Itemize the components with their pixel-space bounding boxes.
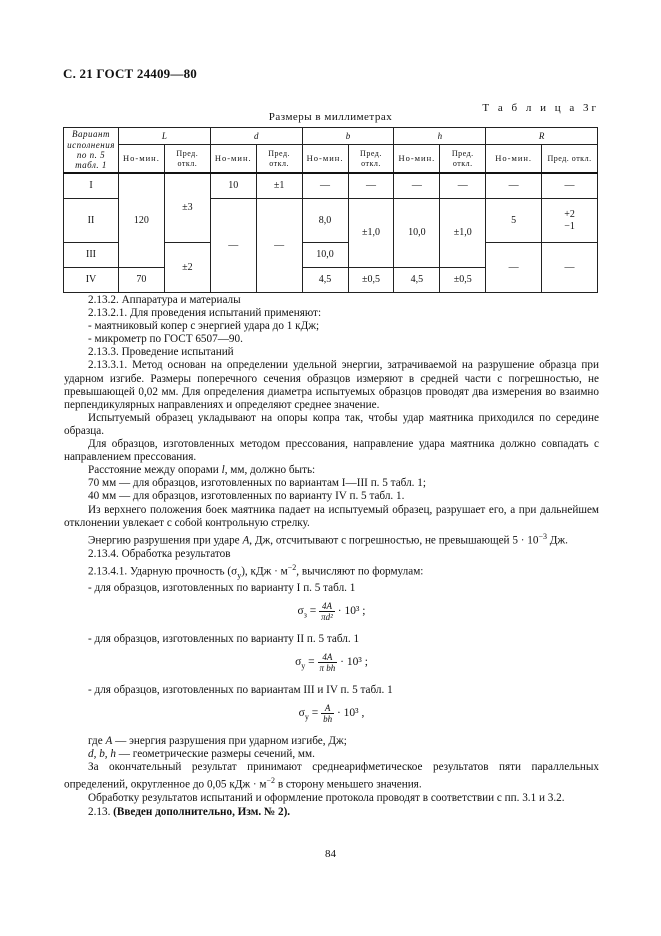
dimensions-table xyxy=(63,127,598,293)
table-cell: — xyxy=(302,173,348,199)
amendment-text: (Введен дополнительно, Изм. № 2). xyxy=(113,806,291,819)
table-cell xyxy=(542,199,598,243)
formula-lhs: σ xyxy=(297,604,304,617)
formula-subscript: у xyxy=(304,712,309,722)
paragraph: Для образцов, изготовленных методом прессования, направление удара маятника должно совпадать с направлением прессования. xyxy=(64,438,599,464)
table-cell: ±2 xyxy=(164,243,210,293)
sub-header-deviation: Пред. откл. xyxy=(440,145,486,174)
text-run: Расстояние между опорами xyxy=(88,464,222,477)
table-cell: — xyxy=(440,173,486,199)
where-line xyxy=(64,748,599,761)
denominator: bh xyxy=(323,713,333,724)
text-run: в сторону меньшего значения. xyxy=(275,778,422,791)
table-cell: 10,0 xyxy=(302,243,348,268)
sub-header-nominal: Но-мин. xyxy=(210,145,256,174)
list-item: - для образцов, изготовленных по вариантам III и IV п. 5 табл. 1 xyxy=(88,683,393,696)
table-cell: 120 xyxy=(118,173,164,268)
list-item: - для образцов, изготовленных по варианту I п. 5 табл. 1 xyxy=(88,581,356,594)
group-header-R: R xyxy=(486,128,598,145)
text-run: , вычисляют по формулам: xyxy=(296,565,424,578)
list-item: 40 мм — для образцов, изготовленных по варианту IV п. 5 табл. 1. xyxy=(88,490,405,503)
list-item: - микрометр по ГОСТ 6507—90. xyxy=(88,333,243,346)
formula-tail: · 10³ ; xyxy=(340,656,368,668)
formula-1 xyxy=(64,601,599,629)
section-heading: 2.13.3. Проведение испытаний xyxy=(88,346,234,359)
r-dev-minus: −1 xyxy=(564,220,575,232)
variant-cell: I xyxy=(64,173,119,199)
section-heading: 2.13.2. Аппаратура и материалы xyxy=(88,294,241,306)
table-cell: ±0,5 xyxy=(348,268,394,293)
variable: d, b, h xyxy=(88,748,116,761)
text-run: ), кДж · м xyxy=(241,565,288,578)
list-item: - для образцов, изготовленных по варианту II п. 5 табл. 1 xyxy=(88,632,360,645)
exponent: −2 xyxy=(266,776,276,786)
fraction xyxy=(318,652,338,673)
table-cell: ±3 xyxy=(164,173,210,243)
table-cell: — xyxy=(394,173,440,199)
paragraph: Испытуемый образец укладывают на опоры копра так, чтобы удар маятника приходился по середине образца. xyxy=(64,411,599,437)
formula-tail: · 10³ , xyxy=(336,707,365,720)
table-cell: — xyxy=(542,243,598,293)
equals-sign: = xyxy=(311,707,319,720)
text-run: — энергия разрушения при ударном изгибе, Дж; xyxy=(112,734,347,747)
group-header-d: d xyxy=(210,128,302,145)
table-cell: — xyxy=(542,173,598,199)
paragraph xyxy=(64,761,599,792)
table-cell: — xyxy=(256,199,302,293)
variable: A xyxy=(105,734,113,747)
text-run: Дж. xyxy=(546,534,568,547)
denominator: π bh xyxy=(319,662,336,673)
paragraph xyxy=(64,561,599,582)
formula-lhs: σ xyxy=(298,707,305,720)
table-cell: ±1 xyxy=(256,173,302,199)
text-run: , мм, должно быть: xyxy=(224,464,316,477)
sub-header-nominal: Но-мин. xyxy=(302,145,348,174)
table-cell: — xyxy=(348,173,394,199)
paragraph xyxy=(64,464,599,477)
paragraph: Из верхнего положения боек маятника падает на испытуемый образец, разрушает его, а при дальнейшем отклонении увлекает с собой контрольную стрелку. xyxy=(64,503,599,529)
table-cell: 4,5 xyxy=(302,268,348,293)
text-run: За окончательный результат принимают среднеарифметическое результатов пяти параллельных определений, округленное до 0,05 кДж · м xyxy=(64,761,599,791)
exponent: −2 xyxy=(287,562,297,572)
sub-header-deviation: Пред. откл. xyxy=(164,145,210,174)
page-number: 84 xyxy=(325,848,336,860)
table-cell: ±1,0 xyxy=(348,199,394,268)
variant-cell: III xyxy=(64,243,119,268)
paragraph xyxy=(64,530,599,548)
r-dev-plus: +2 xyxy=(564,209,575,220)
text-run: 2.13.4.1. Ударную прочность (σ xyxy=(88,565,238,578)
sub-header-deviation: Пред. откл. xyxy=(542,145,598,174)
text-run: , Дж, отсчитывают с погрешностью, не превышающей 5 · 10 xyxy=(249,534,539,547)
list-item: - маятниковый копер с энергией удара до 1 кДж; xyxy=(88,320,320,333)
table-row xyxy=(64,173,598,199)
formula-subscript: з xyxy=(303,610,307,620)
variable: А xyxy=(242,534,250,547)
document-body xyxy=(64,294,599,819)
fraction xyxy=(321,703,334,724)
sub-header-nominal: Но-мин. xyxy=(118,145,164,174)
table-cell: ±0,5 xyxy=(440,268,486,293)
table-cell: 10,0 xyxy=(394,199,440,268)
sub-header-nominal: Но-мин. xyxy=(486,145,542,174)
variant-cell: II xyxy=(64,199,119,243)
formula-lhs: σ xyxy=(295,656,302,668)
sub-header-deviation: Пред. откл. xyxy=(256,145,302,174)
page-header: С. 21 ГОСТ 24409—80 xyxy=(63,66,197,81)
list-item: 70 мм — для образцов, изготовленных по вариантам I—III п. 5 табл. 1; xyxy=(88,477,426,490)
text-run: 2.13. xyxy=(88,806,114,819)
group-header-L: L xyxy=(118,128,210,145)
numerator: A xyxy=(321,703,334,714)
table-caption: Т а б л и ц а 3г xyxy=(482,102,599,114)
formula-2 xyxy=(64,652,599,680)
numerator: 4A xyxy=(319,601,335,612)
table-cell: 4,5 xyxy=(394,268,440,293)
exponent: −3 xyxy=(538,531,547,541)
group-header-b: b xyxy=(302,128,394,145)
group-header-h: h xyxy=(394,128,486,145)
equals-sign: = xyxy=(309,604,317,617)
amendment-note xyxy=(64,806,599,819)
table-cell: 70 xyxy=(118,268,164,293)
equals-sign: = xyxy=(308,656,315,668)
table-cell: 10 xyxy=(210,173,256,199)
sub-header-deviation: Пред. откл. xyxy=(348,145,394,174)
section-heading: 2.13.4. Обработка результатов xyxy=(88,547,231,560)
text-run: — геометрические размеры сечений, мм. xyxy=(115,748,315,761)
variant-cell: IV xyxy=(64,268,119,293)
fraction xyxy=(319,601,335,622)
paragraph: 2.13.3.1. Метод основан на определении удельной энергии, затрачиваемой на разрушение образца при ударном изгибе. Размеры поперечного сечения образцов измеряют в средней части с погрешностью, не превышающей 0,02 мм. Для определения диаметра испытуемых образцов проводят два измерения во взаимно перпендикулярных направлениях и определяют среднее значение. xyxy=(64,359,599,411)
where-line xyxy=(64,735,599,748)
table-subtitle: Размеры в миллиметрах xyxy=(268,111,393,123)
formula-subscript: у xyxy=(301,661,306,671)
table-cell: 5 xyxy=(486,199,542,243)
formula-tail: · 10³ ; xyxy=(337,604,366,617)
table-cell: ±1,0 xyxy=(440,199,486,268)
variant-header: Вариант исполнения по п. 5 табл. 1 xyxy=(64,128,119,174)
table-cell: — xyxy=(486,243,542,293)
text-run: Энергию разрушения при ударе xyxy=(88,534,243,547)
denominator: πd² xyxy=(321,611,333,622)
variable: l xyxy=(221,464,225,477)
table-cell: — xyxy=(486,173,542,199)
table-cell: — xyxy=(210,199,256,293)
numerator: 4A xyxy=(318,652,338,663)
table-cell: 8,0 xyxy=(302,199,348,243)
paragraph: 2.13.2.1. Для проведения испытаний применяют: xyxy=(88,307,322,320)
formula-3 xyxy=(64,703,599,731)
paragraph: Обработку результатов испытаний и оформление протокола проводят в соответствии с пп. 3.1 и 3.2. xyxy=(88,792,565,805)
subscript: у xyxy=(237,570,242,580)
sub-header-nominal: Но-мин. xyxy=(394,145,440,174)
text-run: где xyxy=(88,734,106,747)
